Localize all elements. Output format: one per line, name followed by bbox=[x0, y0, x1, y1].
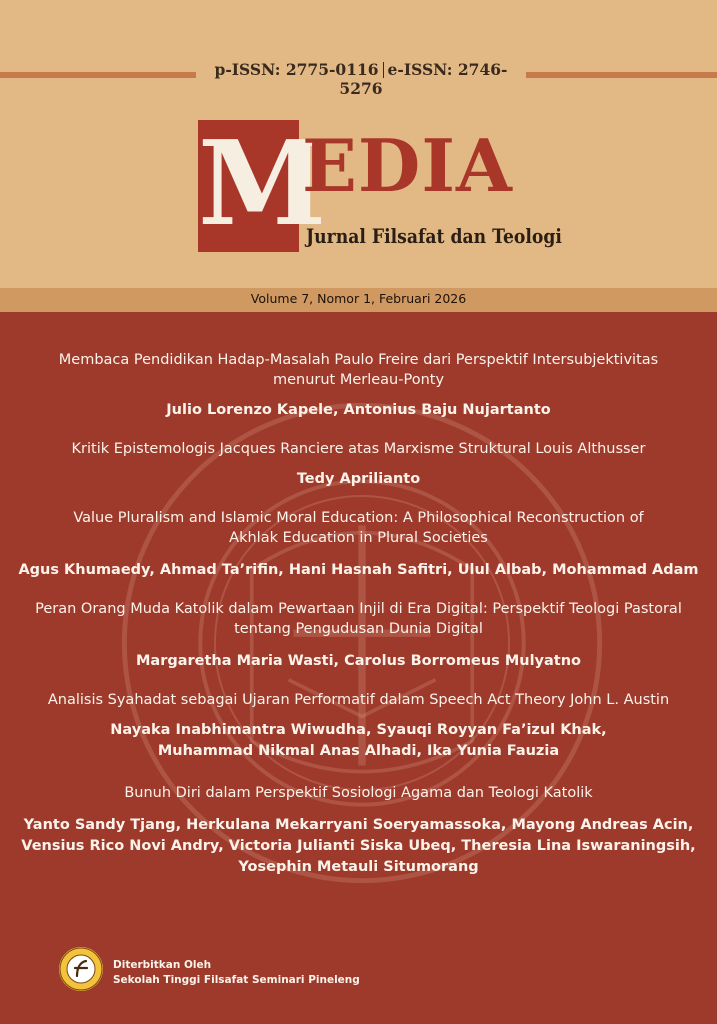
article-authors-line: Nayaka Inabhimantra Wiwudha, Syauqi Royyan Fa’izul Khak, bbox=[110, 722, 607, 738]
article-authors-line: Julio Lorenzo Kapele, Antonius Baju Nujartanto bbox=[166, 402, 551, 418]
college-seal-icon bbox=[58, 946, 104, 992]
issn-online: e-ISSN: 2746-5276 bbox=[339, 60, 508, 98]
article-authors-line: Agus Khumaedy, Ahmad Ta’rifin, Hani Hasnah Safitri, Ulul Albab, Mohammad Adam bbox=[18, 562, 699, 578]
article-title-line: Akhlak Education in Plural Societies bbox=[229, 530, 488, 546]
header-rule-right bbox=[526, 72, 717, 78]
journal-subtitle: Jurnal Filsafat dan Teologi bbox=[306, 224, 562, 248]
article-title-line: Kritik Epistemologis Jacques Ranciere atas Marxisme Struktural Louis Althusser bbox=[71, 441, 646, 457]
journal-logo-m-box bbox=[198, 116, 327, 252]
header-rule-left bbox=[0, 72, 196, 78]
journal-title-initial: M bbox=[198, 116, 327, 252]
article-title-line: tentang Pengudusan Dunia Digital bbox=[234, 621, 483, 637]
article-authors-line: Margaretha Maria Wasti, Carolus Borromeus Mulyatno bbox=[135, 653, 582, 669]
article-title-line: Analisis Syahadat sebagai Ujaran Performatif dalam Speech Act Theory John L. Austin bbox=[47, 692, 670, 708]
article-authors-line: Tedy Aprilianto bbox=[296, 471, 421, 487]
journal-title-rest: EDIA bbox=[302, 123, 513, 208]
article-title-line: Value Pluralism and Islamic Moral Education: A Philosophical Reconstruction of bbox=[73, 510, 644, 526]
article-authors-line: Vensius Rico Novi Andry, Victoria Julianti Siska Ubeq, Theresia Lina Iswaraningsih, bbox=[21, 838, 696, 854]
issn-line bbox=[196, 60, 526, 98]
issn-print: p-ISSN: 2775-0116 bbox=[214, 60, 379, 79]
publisher-name: Sekolah Tinggi Filsafat Seminari Pineleng bbox=[113, 974, 360, 986]
article-title-line: Bunuh Diri dalam Perspektif Sosiologi Agama dan Teologi Katolik bbox=[124, 785, 593, 801]
issn-separator bbox=[383, 62, 384, 78]
article-title-line: Peran Orang Muda Katolik dalam Pewartaan Injil di Era Digital: Perspektif Teologi Pastoral bbox=[35, 601, 682, 617]
article-authors-line: Muhammad Nikmal Anas Alhadi, Ika Yunia Fauzia bbox=[157, 743, 560, 759]
article-authors-line: Yanto Sandy Tjang, Herkulana Mekarryani Soeryamassoka, Mayong Andreas Acin, bbox=[23, 817, 694, 833]
article-authors-line: Yosephin Metauli Situmorang bbox=[238, 859, 479, 875]
cover-header bbox=[0, 0, 717, 288]
publisher-text bbox=[113, 958, 360, 988]
article-title-line: menurut Merleau-Ponty bbox=[272, 372, 445, 388]
volume-info: Volume 7, Nomor 1, Februari 2026 bbox=[250, 291, 467, 306]
article-title-line: Membaca Pendidikan Hadap-Masalah Paulo Freire dari Perspektif Intersubjektivitas bbox=[58, 352, 659, 368]
publisher-label: Diterbitkan Oleh bbox=[113, 959, 212, 971]
